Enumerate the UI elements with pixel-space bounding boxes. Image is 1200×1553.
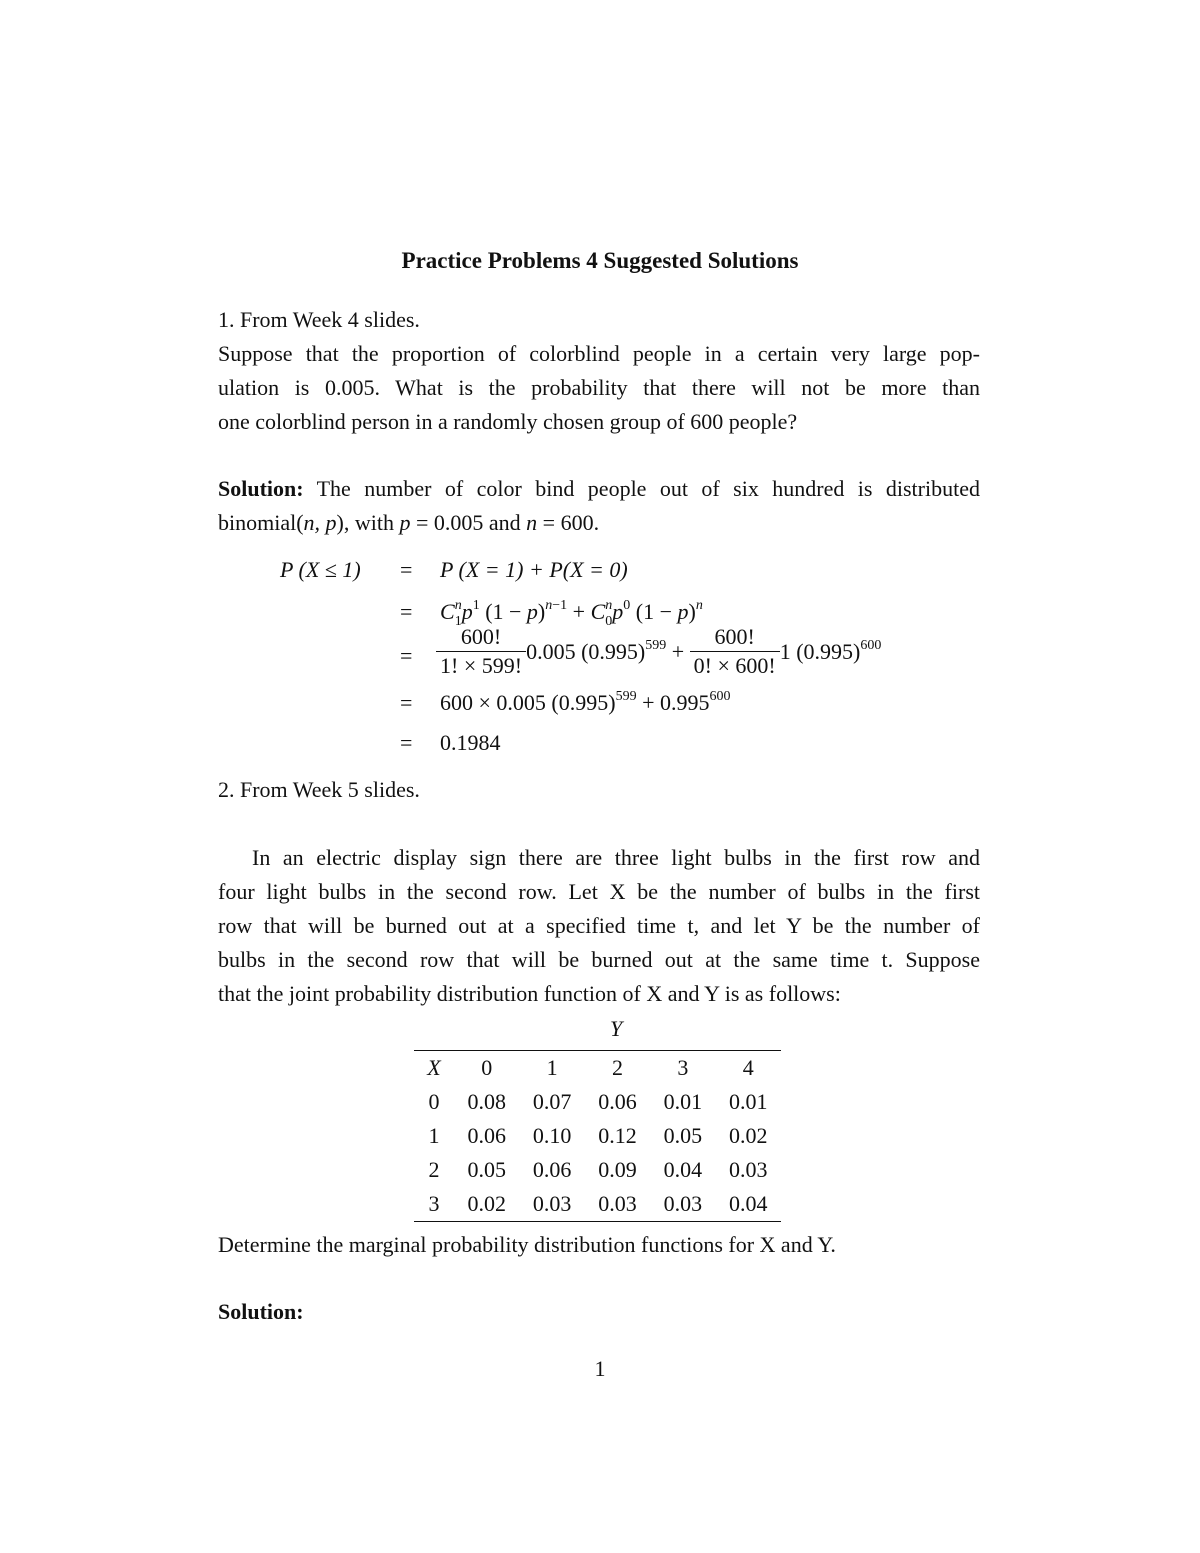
- table-cell: 0.04: [663, 1157, 703, 1182]
- table-cell: 0.01: [663, 1089, 703, 1114]
- problem-1-heading: 1. From Week 4 slides.: [218, 307, 420, 332]
- row-label: 1: [428, 1123, 440, 1148]
- solution-1-line1: [218, 472, 980, 506]
- table-cell: 0.04: [716, 1187, 781, 1222]
- problem-2-line: four light bulbs in the second row. Let X be the number of bulbs in the first: [218, 879, 980, 904]
- table-cell: 0.05: [663, 1123, 703, 1148]
- joint-distribution-table: [414, 1050, 781, 1222]
- table-row: [414, 1153, 781, 1187]
- problem-1-line: ulation is 0.005. What is the probability that there will not be more than: [218, 375, 980, 400]
- equation-row-3: $\frac{600!}{1! \times 599!}$ 0.005 $(0.995)^{599}$ + $\frac{600!}{0! \times 600!}$ 1 $(0.995)^{600}$: [436, 623, 881, 680]
- equation-lhs: P (X ≤ 1): [280, 557, 361, 582]
- equals-sign: =: [400, 557, 413, 582]
- equals-sign: =: [400, 690, 413, 715]
- table-y-label: Y: [610, 1016, 623, 1041]
- table-cell: 0.03: [650, 1187, 715, 1222]
- column-header: 3: [650, 1051, 715, 1086]
- table-row: [414, 1085, 781, 1119]
- table-cell: 0.03: [729, 1157, 768, 1182]
- equals-sign: =: [400, 643, 413, 668]
- column-header: 2: [585, 1051, 650, 1086]
- table-cell: 0.03: [585, 1187, 650, 1222]
- table-header-row: [414, 1051, 781, 1086]
- solution-1-line2: binomial(n, p), with p = 0.005 and n = 600.: [218, 510, 600, 535]
- problem-1-line: Suppose that the proportion of colorblind people in a certain very large pop-: [218, 341, 980, 366]
- problem-2-line: bulbs in the second row that will be burned out at the same time t. Suppose: [218, 947, 980, 972]
- equals-sign: =: [400, 730, 413, 755]
- problem-2-line: row that will be burned out at a specified time t, and let Y be the number of: [218, 913, 980, 938]
- table-cell: 0.03: [519, 1187, 584, 1222]
- row-label: 3: [414, 1187, 454, 1222]
- solution-2-label: Solution:: [218, 1299, 304, 1324]
- row-label: 2: [428, 1157, 440, 1182]
- table-cell: 0.02: [454, 1187, 519, 1222]
- equals-sign: =: [400, 599, 413, 624]
- table-cell: 0.02: [729, 1123, 768, 1148]
- table-cell: 0.08: [467, 1089, 506, 1114]
- equation-row-2: $C_1^np^1$ $(1 - p)^{n-1} + C_0^np^0$ $(1 - p)^n$: [440, 598, 703, 629]
- table-row: [414, 1187, 781, 1222]
- table-cell: 0.06: [467, 1123, 506, 1148]
- equation-result: 0.1984: [440, 730, 501, 755]
- column-header: 0: [454, 1051, 519, 1086]
- page-number: 1: [594, 1356, 606, 1381]
- fraction: $\frac{600!}{0! \times 600!}$: [690, 623, 780, 680]
- table-cell: 0.12: [598, 1123, 637, 1148]
- table-x-label: X: [414, 1051, 454, 1086]
- problem-2-line: that the joint probability distribution function of X and Y is as follows:: [218, 981, 841, 1006]
- row-label: 0: [428, 1089, 440, 1114]
- table-cell: 0.05: [467, 1157, 506, 1182]
- page-title: Practice Problems 4 Suggested Solutions: [401, 248, 799, 273]
- problem-2-question: Determine the marginal probability distribution functions for X and Y.: [218, 1232, 836, 1257]
- fraction: $\frac{600!}{1! \times 599!}$: [436, 623, 526, 680]
- problem-1-line: one colorblind person in a randomly chosen group of 600 people?: [218, 409, 798, 434]
- table-cell: 0.06: [598, 1089, 637, 1114]
- problem-2-line: In an electric display sign there are three light bulbs in the first row and: [252, 845, 980, 870]
- table-cell: 0.06: [532, 1157, 572, 1182]
- table-cell: 0.10: [532, 1123, 572, 1148]
- table-row: [414, 1119, 781, 1153]
- equation-row-4: 600 × 0.005 $(0.995)^{599} + 0.995^{600}$: [440, 689, 731, 715]
- solution-text: The number of color bind people out of six hundred is distributed: [303, 476, 980, 501]
- solution-label: Solution:: [218, 476, 304, 501]
- table-cell: 0.07: [532, 1089, 572, 1114]
- problem-2-heading: 2. From Week 5 slides.: [218, 777, 420, 802]
- table-cell: 0.01: [729, 1089, 768, 1114]
- column-header: 4: [716, 1051, 781, 1086]
- table-cell: 0.09: [598, 1157, 637, 1182]
- column-header: 1: [519, 1051, 584, 1086]
- equation-row-1: P (X = 1) + P(X = 0): [440, 557, 628, 582]
